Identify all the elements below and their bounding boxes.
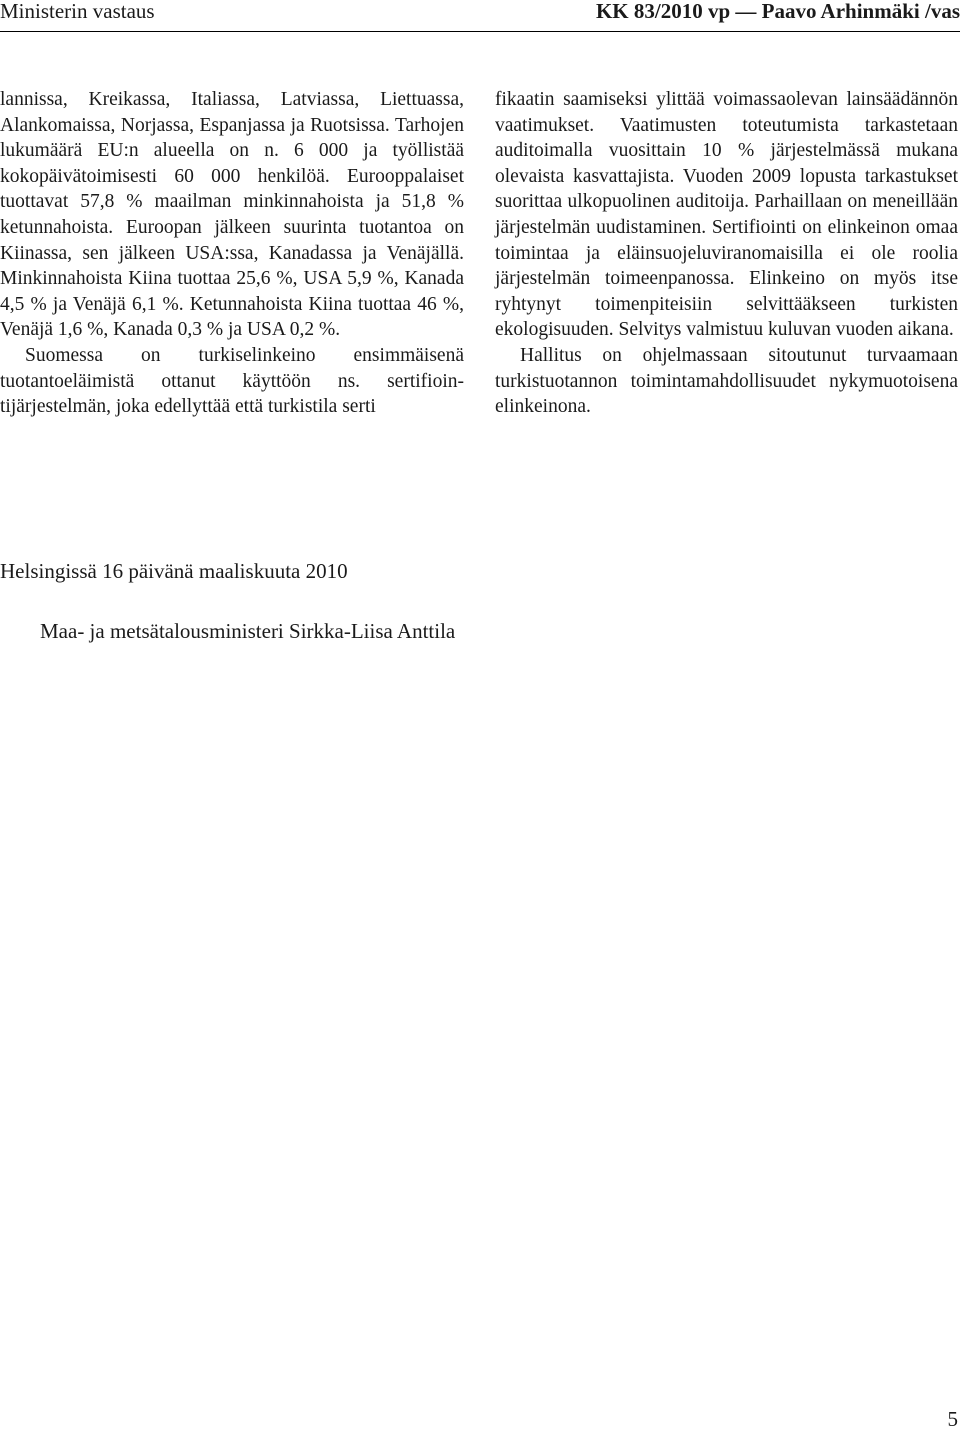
- header-divider: [0, 31, 960, 32]
- right-text-column: [495, 87, 958, 420]
- header-document-type: Ministerin vastaus: [0, 0, 155, 23]
- page-number: 5: [947, 1407, 958, 1431]
- left-text-column: [0, 87, 464, 420]
- body-paragraph: Hallitus on ohjelmassaan sitoutunut turvaamaan turkistuotannon toimintamahdollisuudet nykymuotoisena elinkeinona.: [495, 344, 958, 418]
- closing-place-date: Helsingissä 16 päivänä maaliskuuta 2010: [0, 559, 348, 583]
- closing-signature: Maa- ja metsätalousministeri Sirkka-Liisa Anttila: [40, 619, 456, 643]
- body-paragraph: Suomessa on turkiselinkeino ensimmäisenä tuotantoeläimistä ottanut käyttöön ns. sertifiointijärjestelmän, joka edellyttää että turkistila serti: [0, 344, 464, 418]
- body-paragraph: lannissa, Kreikassa, Italiassa, Latviassa, Liettuassa, Alankomaissa, Norjassa, Espanjassa ja Ruotsissa. Tarhojen lukumäärä EU:n alueella on n. 6 000 ja työllistää kokopäivätoimisesti 60 000 henkilöä. Eurooppalaiset tuottavat 57,8 % maailman minkinnahoista ja 51,8 % ketunnahoista. Euroopan jälkeen suurinta tuotantoa on Kiinassa, sen jälkeen USA:ssa, Kanadassa ja Venäjällä. Minkinnahoista Kiina tuottaa 25,6 %, USA 5,9 %, Kanada 4,5 % ja Venäjä 6,1 %. Ketunnahoista Kiina tuottaa 46 %, Venäjä 1,6 %, Kanada 0,3 % ja USA 0,2 %.: [0, 89, 464, 341]
- header-document-reference: KK 83/2010 vp — Paavo Arhinmäki /vas: [595, 0, 960, 23]
- body-paragraph: fikaatin saamiseksi ylittää voimassaolevan lainsäädännön vaatimukset. Vaatimusten toteutumista tarkastetaan auditoimalla vuosittain 10 % järjestelmässä mukana olevaista kasvattajista. Vuoden 2009 lopusta tarkastukset suorittaa ulkopuolinen auditoija. Parhaillaan on meneillään järjestelmän uudistaminen. Sertifiointi on elinkeinon omaa toimintaa ja eläinsuojeluviranomaisilla ei ole roolia järjestelmän toimeenpanossa. Elinkeino on myös itse ryhtynyt toimenpiteisiin selvittääkseen turkisten ekologisuuden. Selvitys valmistuu kuluvan vuoden aikana.: [495, 89, 958, 341]
